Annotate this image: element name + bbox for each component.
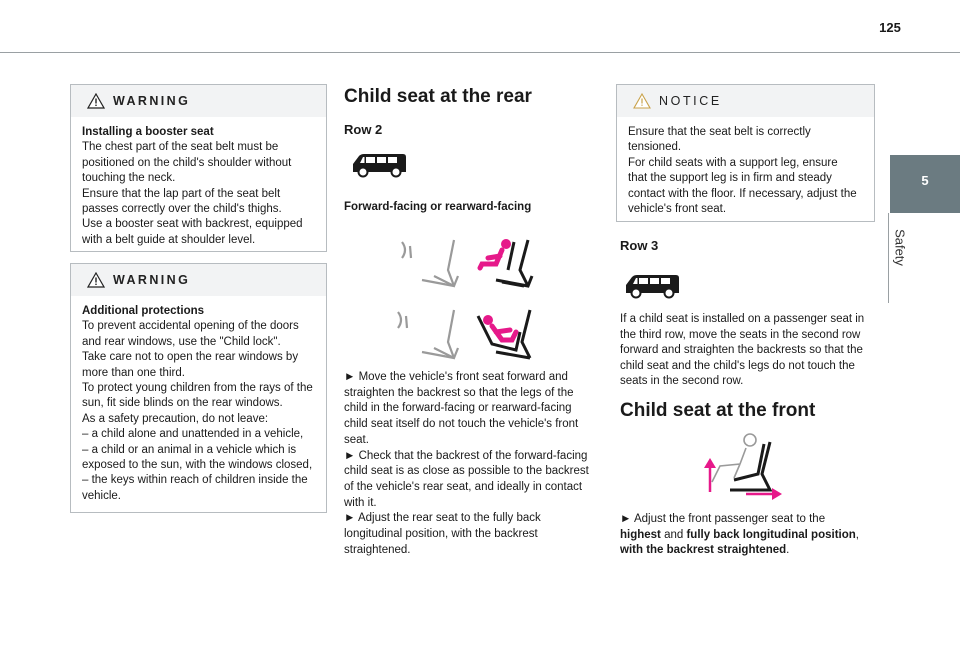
- van-icon: [623, 272, 681, 300]
- warning-line: – a child or an animal in a vehicle which is: [82, 443, 297, 456]
- warning-line: The chest part of the seat belt must be: [82, 141, 279, 154]
- warning-line: passes correctly over the child's thighs.: [82, 203, 282, 216]
- notice-line: For child seats with a support leg, ensure: [628, 156, 838, 169]
- page-number: 125: [879, 20, 901, 35]
- warning-triangle-icon: [87, 272, 105, 288]
- warning-title: WARNING: [113, 94, 191, 108]
- warning-line: Use a booster seat with backrest, equipped: [82, 218, 303, 231]
- instruction-line: seat.: [344, 433, 369, 446]
- emphasis-text: highest: [620, 528, 661, 541]
- notice-triangle-icon: [633, 93, 651, 109]
- warning-line: more than one third.: [82, 366, 185, 379]
- instruction-line: child in the forward-facing or rearward-facing: [344, 402, 572, 415]
- warning-line: – a child alone and unattended in a vehicle,: [82, 428, 304, 441]
- warning-line: Take care not to open the rear windows by: [82, 351, 299, 364]
- forward-facing-seat-icon: [396, 236, 536, 292]
- warning-line: exposed to the sun, with the windows closed,: [82, 459, 313, 472]
- notice-line: Ensure that the seat belt is correctly: [628, 126, 811, 138]
- warning-line: Ensure that the lap part of the seat belt: [82, 187, 281, 200]
- row3-instructions: [620, 312, 864, 390]
- notice-header: [617, 85, 874, 117]
- warning-line: positioned on the child's shoulder without: [82, 156, 292, 169]
- instruction-line: the third row, move the seats in the second row: [620, 328, 861, 341]
- front-instructions: [620, 512, 859, 559]
- warning-box-booster: [70, 84, 327, 252]
- warning-header: [71, 264, 326, 296]
- row3-heading: Row 3: [620, 238, 659, 253]
- section-tab[interactable]: [890, 155, 960, 213]
- warning-line: touching the neck.: [82, 172, 176, 185]
- instruction-line: child seat itself do not touch the vehicle's front: [344, 418, 579, 431]
- instruction-line: ► Adjust the front passenger seat to the: [620, 513, 826, 525]
- warning-line: To prevent accidental opening of the doors: [82, 320, 299, 333]
- instruction-line: straighten the backrest so that the legs of the: [344, 386, 574, 399]
- section-label: Safety: [892, 229, 908, 266]
- header-divider: [0, 52, 960, 53]
- instruction-line: child seat and the child's legs do not touch the: [620, 359, 855, 372]
- instruction-line: If a child seat is installed on a passenger seat in: [620, 313, 865, 325]
- notice-line: that the support leg is in firm and steady: [628, 172, 832, 185]
- instruction-line: ► Move the vehicle's front seat forward and: [344, 371, 568, 383]
- front-seat-adjust-icon: [690, 430, 782, 502]
- instruction-line: longitudinal position, with the backrest: [344, 528, 538, 541]
- plain-text: .: [786, 544, 790, 556]
- instruction-line: seats in the second row.: [620, 375, 744, 387]
- instruction-line: [620, 543, 859, 559]
- warning-title: WARNING: [113, 273, 191, 287]
- notice-line: tensioned.: [628, 141, 682, 154]
- plain-text: ,: [855, 528, 859, 541]
- front-section-title: Child seat at the front: [620, 400, 816, 421]
- warning-box-protections: [70, 263, 327, 513]
- instruction-line: ► Adjust the rear seat to the fully back: [344, 512, 541, 525]
- warning-triangle-icon: [87, 93, 105, 109]
- rearward-facing-seat-icon: [392, 306, 536, 364]
- emphasis-text: with the backrest straightened: [620, 544, 787, 556]
- facing-subheading: Forward-facing or rearward-facing: [344, 201, 532, 213]
- instruction-line: ► Check that the backrest of the forward-facing: [344, 449, 588, 462]
- warning-line: – the keys within reach of children inside the: [82, 474, 308, 487]
- instruction-line: of the vehicle's rear seat, and ideally in contact: [344, 480, 583, 493]
- warning-heading: Additional protections: [82, 305, 205, 317]
- instruction-line: child seat is as close as possible to the backrest: [344, 465, 589, 478]
- warning-header: [71, 85, 326, 117]
- emphasis-text: fully back longitudinal position: [686, 528, 856, 541]
- warning-line: To protect young children from the rays of the: [82, 382, 313, 395]
- rear-instructions: [344, 370, 589, 558]
- notice-line: vehicle's front seat.: [628, 203, 727, 216]
- row2-heading: Row 2: [344, 122, 383, 137]
- instruction-line: with it.: [344, 496, 377, 509]
- warning-line: vehicle.: [82, 489, 121, 502]
- section-number: 5: [921, 173, 929, 188]
- warning-line: sun, fit side blinds on the rear windows.: [82, 397, 283, 410]
- instruction-line: straightened.: [344, 543, 411, 556]
- van-icon: [350, 151, 408, 179]
- rear-section-title: Child seat at the rear: [344, 86, 532, 107]
- instruction-line: [620, 528, 859, 544]
- notice-title: NOTICE: [659, 94, 722, 108]
- warning-heading: Installing a booster seat: [82, 126, 214, 138]
- warning-line: and rear windows, use the "Child lock".: [82, 335, 281, 348]
- instruction-line: forward and straighten the backrests so that the: [620, 344, 863, 356]
- warning-line: As a safety precaution, do not leave:: [82, 412, 269, 425]
- notice-line: contact with the floor. If necessary, adjust the: [628, 187, 857, 200]
- warning-line: with a belt guide at shoulder level.: [82, 233, 256, 246]
- plain-text: and: [660, 528, 687, 541]
- notice-box: [616, 84, 875, 222]
